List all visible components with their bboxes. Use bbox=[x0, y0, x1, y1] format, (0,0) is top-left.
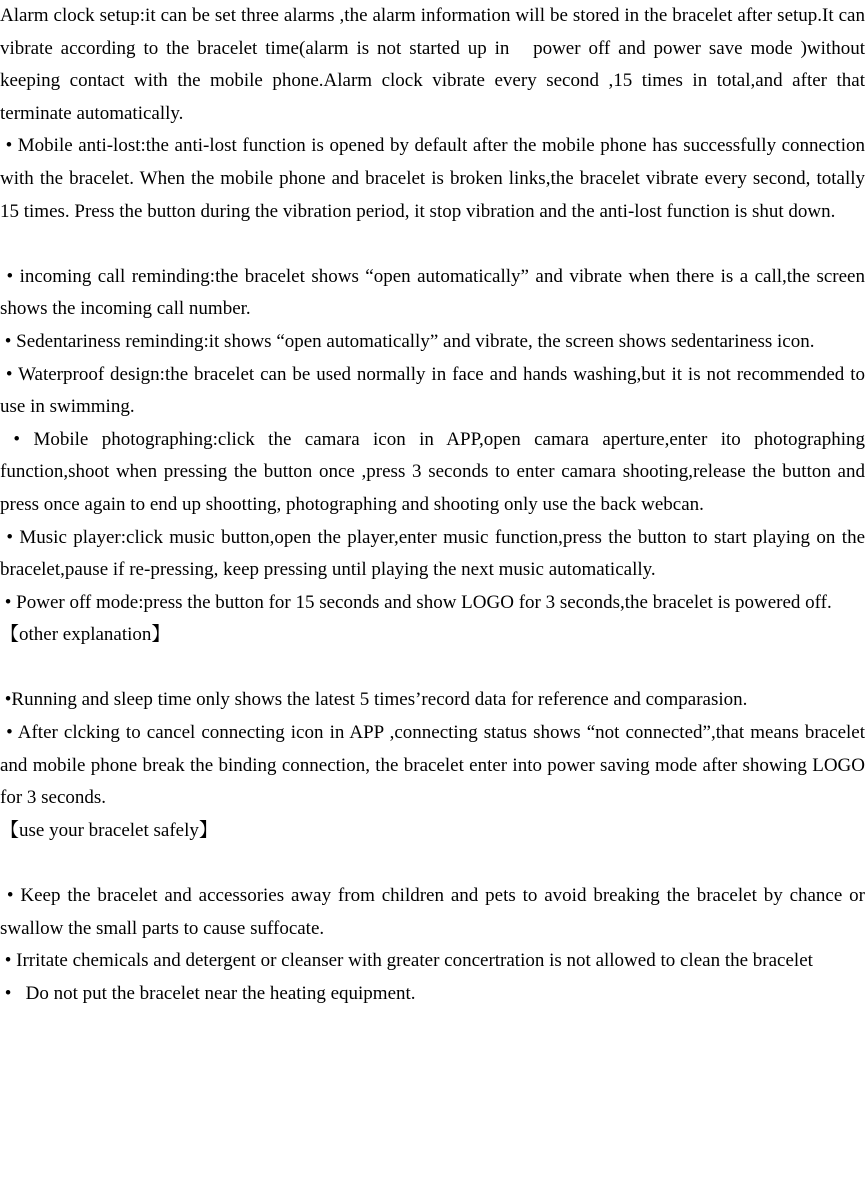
paragraph-keep-away: • Keep the bracelet and accessories away from children and pets to avoid breaking the bracelet by chance or swallow the small parts to cause suffocate. bbox=[0, 885, 865, 939]
paragraph-chemicals: • Irritate chemicals and detergent or cleanser with greater concertration is not allowed to clean the bracelet bbox=[0, 950, 813, 972]
paragraph-power-off: • Power off mode:press the button for 15 seconds and show LOGO for 3 seconds,the bracelet is powered off. bbox=[0, 591, 832, 613]
paragraph-sedentariness: • Sedentariness reminding:it shows “open automatically” and vibrate, the screen shows sedentariness icon. bbox=[0, 330, 815, 352]
section-heading-use-safely: 【use your bracelet safely】 bbox=[0, 819, 218, 841]
blank-line bbox=[0, 847, 865, 880]
paragraph-heating: • Do not put the bracelet near the heating equipment. bbox=[0, 982, 416, 1004]
paragraph-running-sleep: •Running and sleep time only shows the latest 5 times’record data for reference and comparasion. bbox=[0, 689, 748, 711]
paragraph-waterproof: • Waterproof design:the bracelet can be used normally in face and hands washing,but it is not recommended to use in swimming. bbox=[0, 363, 865, 418]
section-heading-other-explanation: 【other explanation】 bbox=[0, 624, 171, 646]
paragraph-incoming-call: • incoming call reminding:the bracelet shows “open automatically” and vibrate when there is a call,the screen shows the incoming call number. bbox=[0, 265, 865, 320]
paragraph-mobile-anti-lost: • Mobile anti-lost:the anti-lost function is opened by default after the mobile phone has successfully connection with the bracelet. When the mobile phone and bracelet is broken links,the bracelet vibrate every second, totally 15 times. Press the button during the vibration period, it stop vibration and the anti-lost function is shut down. bbox=[0, 135, 865, 222]
blank-line bbox=[0, 228, 865, 261]
paragraph-cancel-connecting: • After clcking to cancel connecting icon in APP ,connecting status shows “not connected”,that means bracelet and mobile phone break the binding connection, the bracelet enter into power saving mode after showing LOGO for 3 seconds. bbox=[0, 722, 865, 809]
blank-line bbox=[0, 652, 865, 685]
paragraph-alarm-clock: Alarm clock setup:it can be set three alarms ,the alarm information will be stored in the bracelet after setup.It can vibrate according to the bracelet time(alarm is not started up in power off and power save mode )without keeping contact with the mobile phone.Alarm clock vibrate every second ,15 times in total,and after that terminate automatically. bbox=[0, 5, 865, 124]
paragraph-photographing: • Mobile photographing:click the camara icon in APP,open camara aperture,enter ito photographing function,shoot when pressing the button once ,press 3 seconds to enter camara shooting,release the button and press once again to end up shootting, photographing and shooting only use the back webcan. bbox=[0, 428, 865, 515]
paragraph-music-player: • Music player:click music button,open the player,enter music function,press the button to start playing on the bracelet,pause if re-pressing, keep pressing until playing the next music automatically. bbox=[0, 526, 865, 581]
